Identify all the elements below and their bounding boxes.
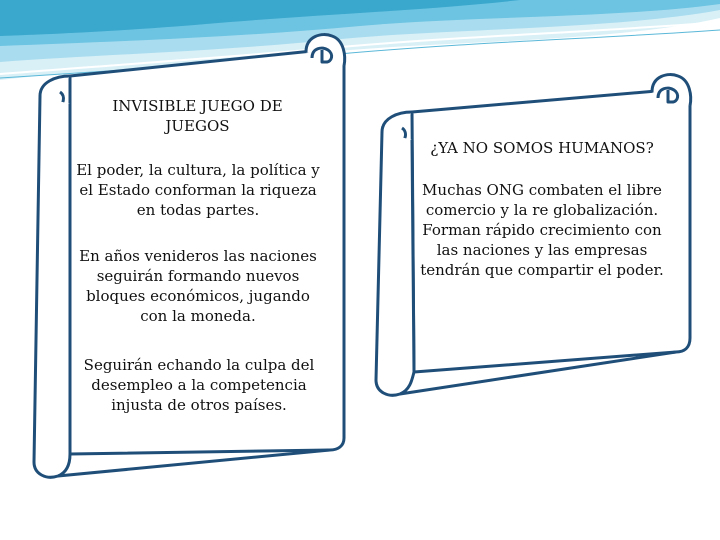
right-scroll-paragraph-1: Muchas ONG combaten el libre comercio y la re globalización. [422, 181, 662, 219]
left-scroll-paragraph-3: Seguirán echando la culpa del desempleo a la competencia injusta de otros países. [83, 356, 315, 414]
right-scroll-title: ¿YA NO SOMOS HUMANOS? [430, 139, 654, 157]
left-scroll-paragraph-2: En años venideros las naciones seguirán formando nuevos bloques económicos, jugando con la moneda. [79, 247, 317, 325]
left-scroll-paragraph-1: El poder, la cultura, la política y el Estado conforman la riqueza en todas partes. [76, 161, 320, 219]
top-wave-decoration [0, 0, 720, 80]
right-scroll-paragraph-2: Forman rápido crecimiento con las naciones y las empresas tendrán que compartir el poder. [420, 221, 664, 279]
right-scroll-body [420, 180, 664, 280]
left-scroll-title: INVISIBLE JUEGO DE JUEGOS [112, 97, 283, 135]
